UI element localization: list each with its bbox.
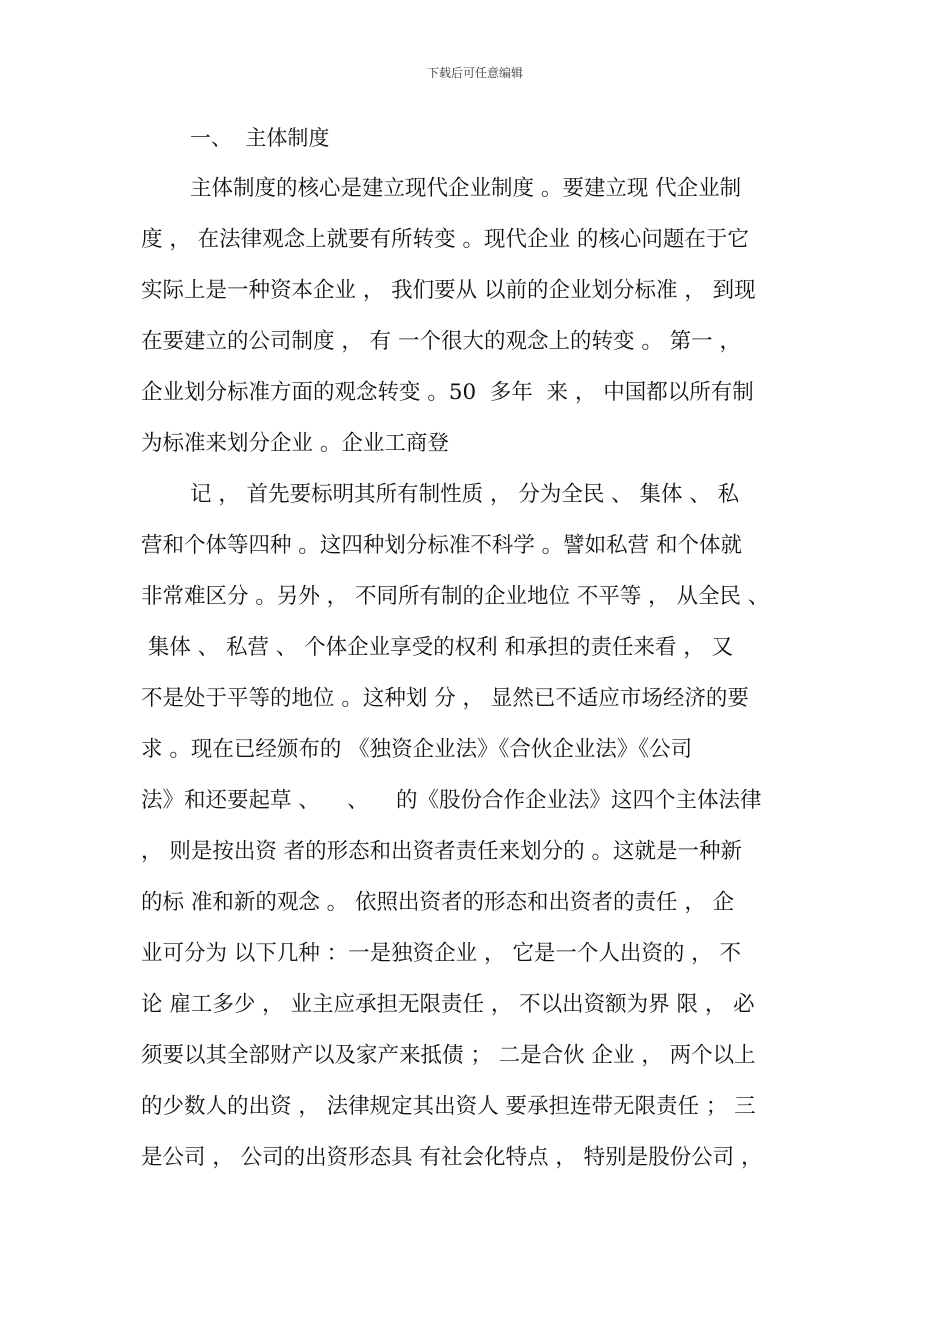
paragraph-line: 求 。现在已经颁布的 《独资企业法》《合伙企业法》《公司 xyxy=(141,737,693,762)
paragraph-line: 法》和还要起草 、 、 的《股份合作企业法》这四个主体法律 xyxy=(141,788,762,813)
paragraph-line: 是公司 ， 公司的出资形态具 有社会化特点 ， 特别是股份公司 ， xyxy=(141,1145,763,1170)
paragraph-line: 企业划分标准方面的观念转变 。50 多年 来 ， 中国都以所有制 xyxy=(141,380,754,405)
paragraph-line: 在要建立的公司制度 ， 有 一个很大的观念上的转变 。 第一 ， xyxy=(141,329,742,354)
paragraph-line: 论 雇工多少 ， 业主应承担无限责任 ， 不以出资额为界 限 ， 必 xyxy=(141,992,755,1017)
paragraph-line: 非常难区分 。另外 ， 不同所有制的企业地位 不平等 ， 从全民 、 xyxy=(141,584,770,609)
paragraph-line: ， 则是按出资 者的形态和出资者责任来划分的 。这就是一种新 xyxy=(141,839,743,864)
paragraph-line: 为标准来划分企业 。企业工商登 xyxy=(141,431,449,456)
paragraph-line: 实际上是一种资本企业 ， 我们要从 以前的企业划分标准 ， 到现 xyxy=(141,278,756,303)
paragraph-line: 的标 准和新的观念 。 依照出资者的形态和出资者的责任 ， 企 xyxy=(141,890,735,915)
paragraph-line: 须要以其全部财产以及家产来抵债 ； 二是合伙 企业 ， 两个以上 xyxy=(141,1043,756,1068)
section-heading: 一、 主体制度 xyxy=(190,126,330,150)
paragraph-line: 度 ， 在法律观念上就要有所转变 。现代企业 的核心问题在于它 xyxy=(141,227,749,252)
paragraph-line: 的少数人的出资 ， 法律规定其出资人 要承担连带无限责任 ； 三 xyxy=(141,1094,756,1119)
page-header: 下载后可任意编辑 xyxy=(426,66,523,80)
paragraph-line: 记 ， 首先要标明其所有制性质 ， 分为全民 、 集体 、 私 xyxy=(190,482,740,507)
paragraph-line: 业可分为 以下几种 ：一是独资企业 ， 它是一个人出资的 ， 不 xyxy=(141,941,742,966)
paragraph-line: 主体制度的核心是建立现代企业制度 。要建立现 代企业制 xyxy=(190,176,742,201)
paragraph-line: 集体 、 私营 、 个体企业享受的权利 和承担的责任来看 ， 又 xyxy=(141,635,734,660)
paragraph-line: 不是处于平等的地位 。这种划 分 ， 显然已不适应市场经济的要 xyxy=(141,686,749,711)
paragraph-line: 营和个体等四种 。这四种划分标准不科学 。譬如私营 和个体就 xyxy=(141,533,743,558)
